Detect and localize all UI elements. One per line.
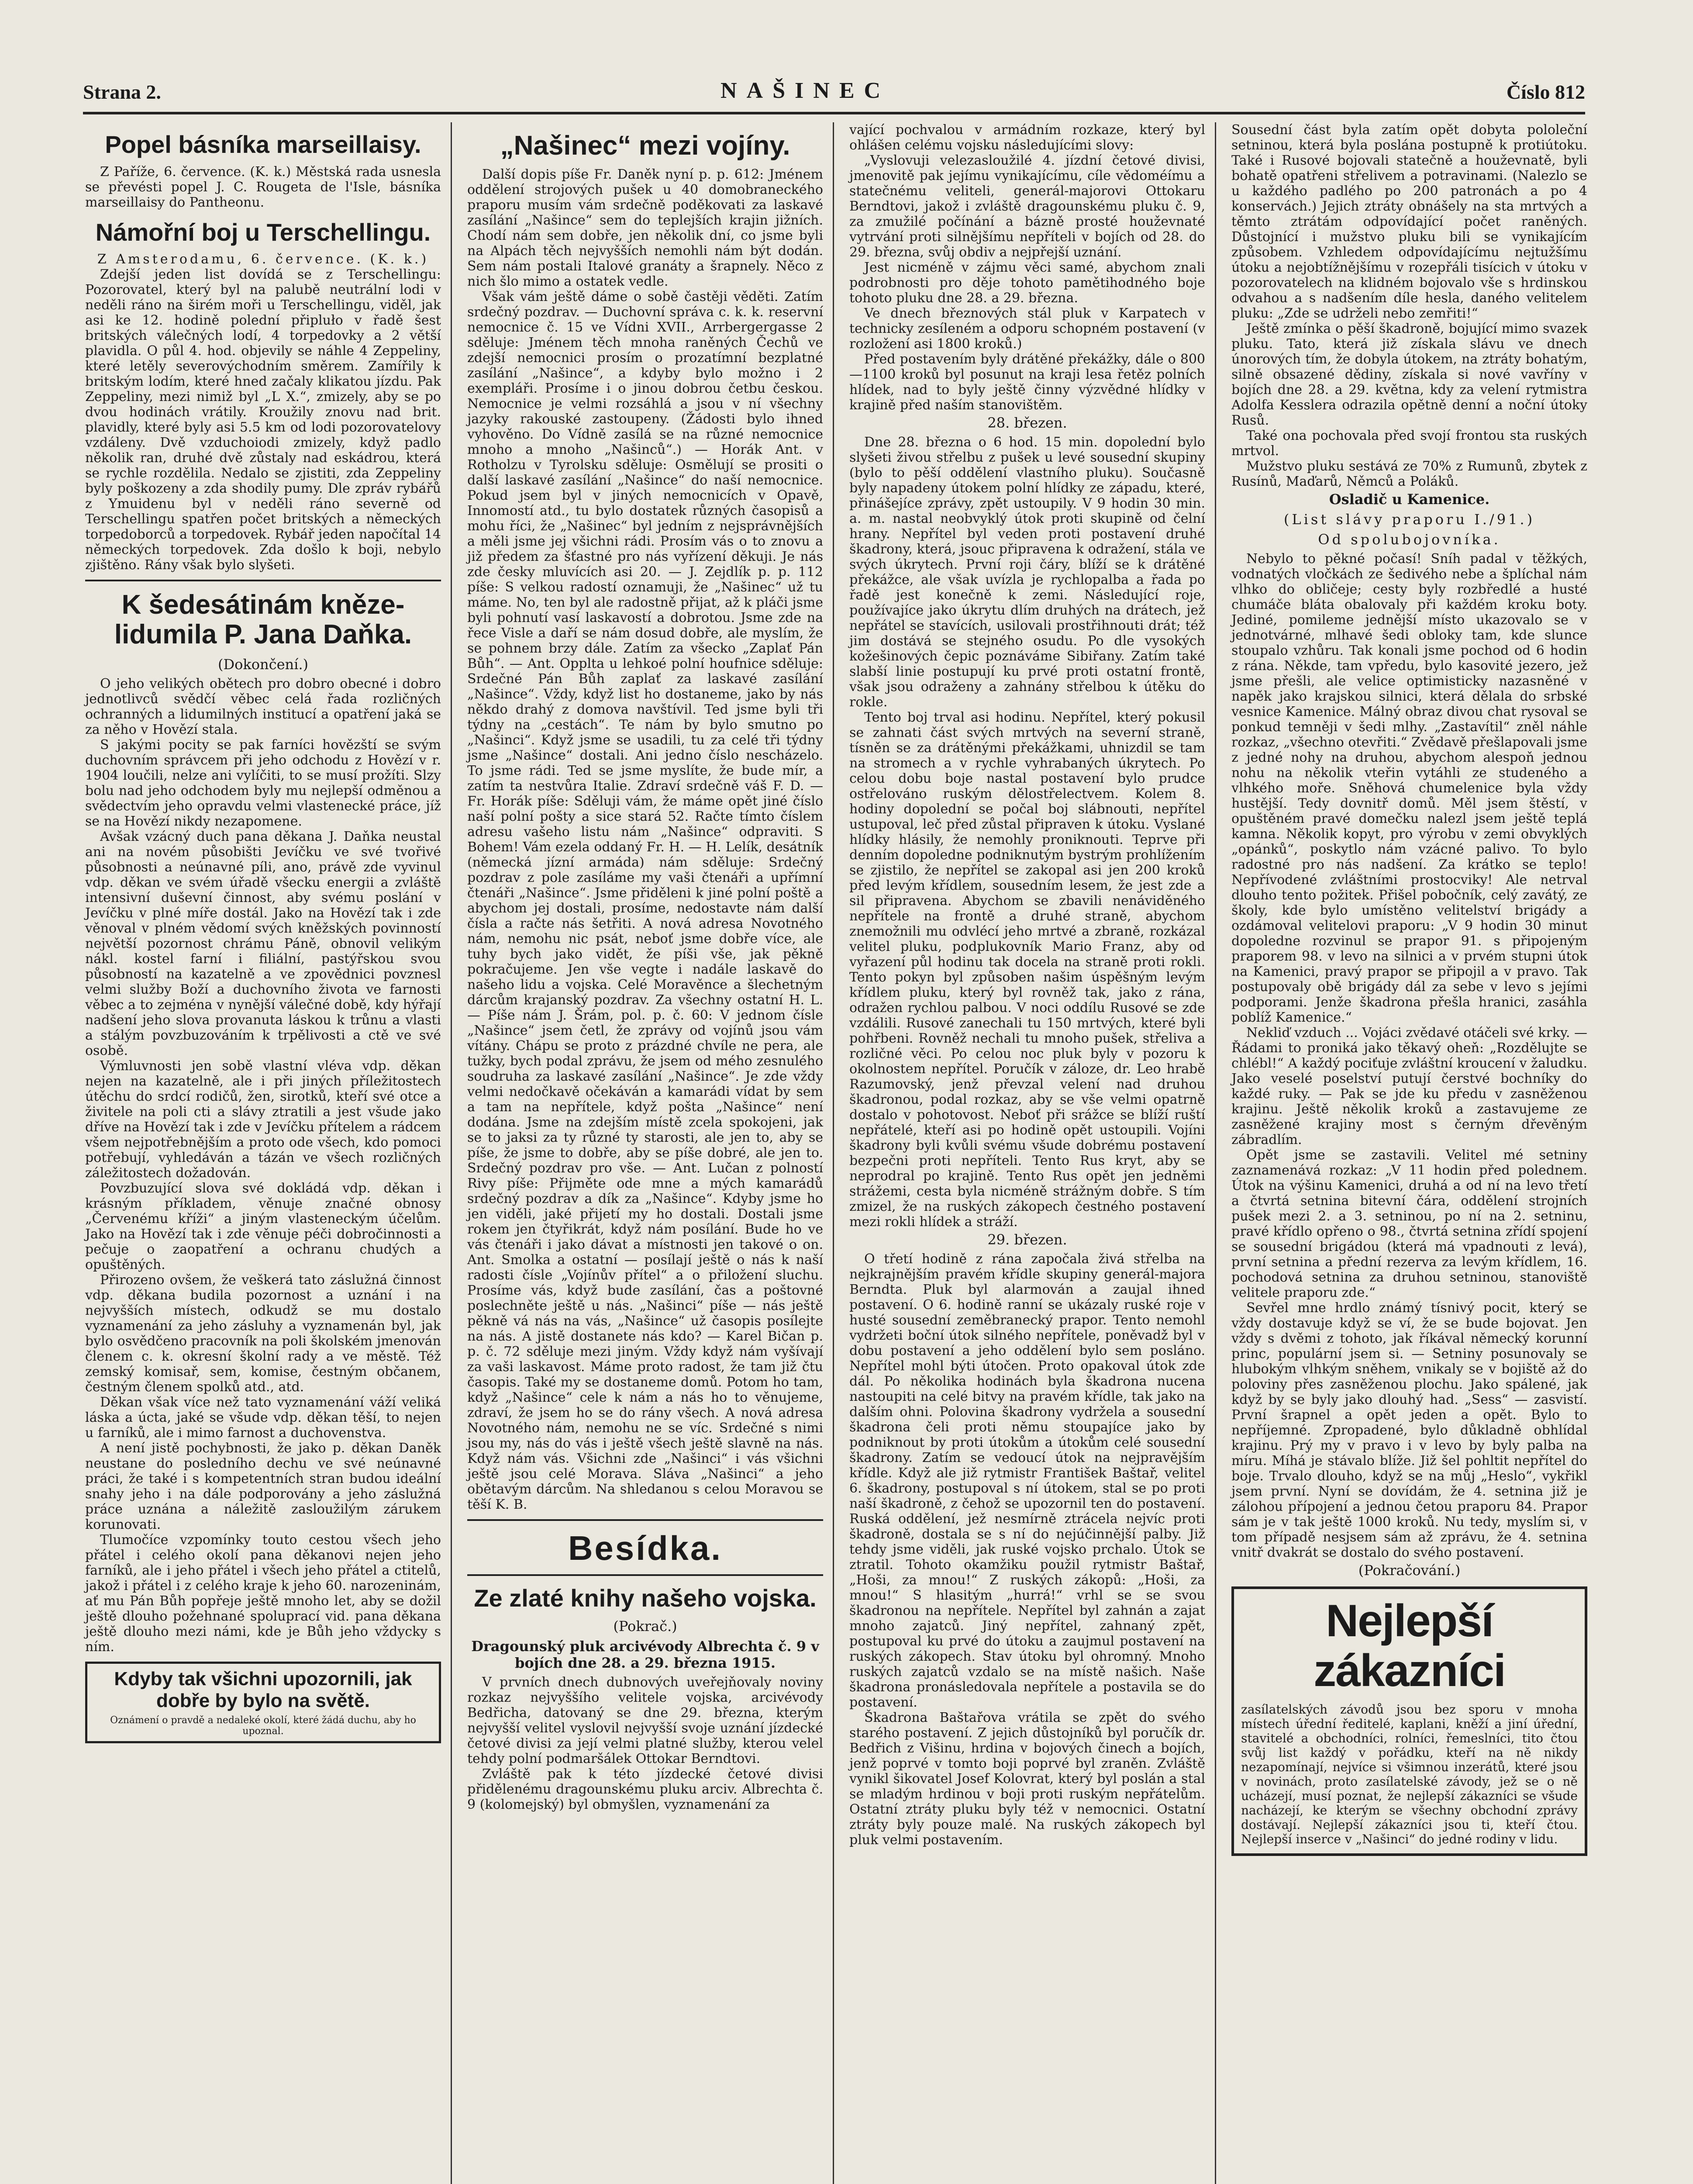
dateline: Z Amsterodamu, 6. července. (K. k.): [97, 252, 429, 267]
article-paragraph: Tento boj trval asi hodinu. Nepřítel, který pokusil se zahnati část svých mrtvých na severní straně, tísněn se za drátěnými překážkami, uhnizdil se tam na stromech a v rychle vyhrabaných úkrytech. Po celou dobu boje nastal postavení bylo prudce ostřelováno ruským dělostřelectvem. Kolem 8. hodiny dopolední se počal boj slábnouti, nepřítel ustupoval, leč před zůstal připraven k útoku. Vyslané hlídky hlásily, že nemohly proniknouti. Teprve při denním dopoledne podniknutým bystrým prohlížením se zjistilo, že nepřítel se zakopal asi jen 200 kroků před levým křídlem, sousedním lesem, že jest zde a sil připravena. Abychom se zbavili nenáviděného nepřítele na frontě a druhé straně, abychom znemožnili mu odvlécí jeho mrtvé a zbraně, rozkázal velitel pluku, podplukovník Mario Franz, aby od vyřazení půl hodinu tak docela na straně proti rokli. Tento pokyn byl způsoben našim úspěšným levým křídlem pluku, který byl rovněž tak, jako z rána, odražen rychlou palbou. V noci oddílu Rusové se zde vzdálili. Rusové zanechali tu 150 mrtvých, které byli pohřbeni. Rovněž nechali tu mnoho pušek, střeliva a rozličné věci. Po celou noc pluk byly v pozoru k okolnostem nepřítel. Poručík v záloze, dr. Leo hrabě Razumovský, jenž převzal velení nad druhou škadronou, podal rozkaz, aby se vše velmi opatrně dostalo v pohotovost. Neboť při srážce se blíží ruští nepřátelé, kteří asi po hodině opět ustoupili. Vojíni škadrony byli kvůli svému všude dobrému postavení bezpečni proti nepříteli. Tento Rus kryt, aby se neprodral po krajině. Tento Rus opět jen jedněmi strážemi, cesta byla nicméně strážným dobře. S tím zmizel, že na ruských zákopech čestného postavení mezi rokli hlídek a stráží.: [849, 710, 1205, 1230]
masthead: [83, 78, 1585, 108]
article-paragraph: Další dopis píše Fr. Daněk nyní p. p. 612: Jménem oddělení strojových pušek u 40 domobraneckého praporu musím vám srdečně poděkovati za laskavé zasílání „Našince“ sem do teplejších krajin jižních. Chodí nám sem dobře, jen několik dní, co jsme byli na Alpách těch nejvyšších nemohli nám být dodán. Sem nám postali Italové granáty a šrapnely. Něco z nich šlo mimo a ostatek vedle.: [467, 167, 823, 290]
section-headline: Besídka.: [568, 1529, 722, 1568]
section-rule: [467, 1519, 823, 1521]
section-rule: [85, 580, 441, 581]
continuation-note: (Pokračování.): [1358, 1562, 1461, 1579]
article-paragraph: S jakými pocity se pak farníci hovězští se svým duchovním správcem při jeho odchodu z Hovězí v r. 1904 loučili, nelze ani vylíčiti, to se musí prožíti. Slzy bolu nad jeho odchodem byly mu nejlepší odměnou a svědectvím jeho opravdu velmi vlastenecké práce, jíž se na Hovězí nikdy nezapomene.: [85, 737, 441, 829]
notice-subtext: Oznámení o pravdě a nedaleké okolí, které žádá duchu, aby ho upoznal.: [110, 1714, 416, 1737]
article-paragraph: „Vyslovuji velezasloužilé 4. jízdní četové divisi, jmenovitě pak jejímu vynikajícímu, cíle vědoméímu a statečnému veliteli, generál-majorovi Ottokaru Berndtovi, jakož i zvláště dragounskému pluku č. 9, za zmužilé počínání a bázně prosté houževnaté vytrvání proti silnějšímu nepříteli v bojích od 28. do 29. března, svůj obdiv a nejpřejší uznání.: [849, 153, 1205, 260]
article-paragraph: Z Paříže, 6. července. (K. k.) Městská rada usnesla se převésti popel J. C. Rougeta de l'Isle, básníka marseillaisy do Pantheonu.: [85, 164, 441, 210]
article-paragraph: Ve dnech březnových stál pluk v Karpatech v technicky zesíleném a odporu schopném postavení (v rozložení asi 1800 kroků.): [849, 306, 1205, 352]
article-headline: Námořní boj u Terschellingu.: [95, 218, 431, 246]
column-2: [467, 122, 823, 1812]
article-paragraph: Přirozeno ovšem, že veškerá tato záslužná činnost vdp. děkana budila pozornost a uznání i na nejvyšších místech, odkudž se mu dostalo vyznamenání za jeho zásluhy a vyznamenán byl, jak bylo osvědčeno pracovník na poli školském jmenován členem c. k. okresní školní rady a ve městě. Též zemský komisař, sem, komise, čestným občanem, čestným členem spolků atd., atd.: [85, 1272, 441, 1395]
article-paragraph: Nebylo to pěkné počasí! Sníh padal v těžkých, vodnatých vločkách ze šedivého nebe a šplíchal nám vlhko do obličeje; cesty byly rozbředlé a husté chumáče bláta obalovaly při každém kroku boty. Jediné, pomileme jednější místo ukazovalo se v jednotvárné, mlhavé šedi obloky tam, kde slunce stoupalo vzhůru. Tak konali jsme pochod od 6 hodin z rána. Někde, tam vpředu, bylo kasovité jezero, jež jsme přešli, ale velice optimisticky nazasněné v napěk jako krajskou silnici, která dělala do srbské vesnice Kamenice. Málný obraz divou chat rysoval se ponkud temněji v šedi mlhy. „Zastavítil“ zněl náhle rozkaz, „všechno otevřiti.“ Zvědavě přešlapovali jsme z jedné nohy na druhou, abychom alespoň jednou nohu na několik vteřin vytáhli ze studeného a vlhkého moře. Sněhová chumelenice byla vždy hustější. Tedy dovnitř domů. Měl jsem štěstí, v opuštěném pravé domečku nalezl jsem ještě teplá kamna. Několik kopyt, pro výrobu v zemi obvyklých „opánků“, poskytlo nám vzácné palivo. To bylo radostné pro nás nadšení. Za krátko se teplo! Nepřívodené zvláštními prostocviky! Ale netrval dlouho tento požitek. Přišel pobočník, celý zavátý, ze školy, kde bylo umístěno velitelství brigády a ozdámoval velitelovi praporu: „V 9 hodin 30 minut dopoledne rozvinul se prapor 91. s připojeným praporem 98. v levo na silnici a v prvém stupni útok na Kamenici, pravý prapor se připojil a v pravo. Tak postupovaly obě brigády dál za sebe v levo s jejími podporami. Jenže škadrona přešla hranici, zasáhla poblíž Kamenice.“: [1231, 551, 1587, 1025]
ad-headline: Nejlepší zákazníci: [1314, 1596, 1505, 1697]
article-paragraph: Ještě zmínka o pěší škadroně, bojující mimo svazek pluku. Tato, která již získala slávu ve dnech únorových tím, že dobyla útokem, na ztráty bohatým, silně obsazené dědiny, získala si nové vavříny v bojích dne 28. a 29. května, kdy za velení rytmistra Adolfa Kesslera odrazila opětně denní a noční útoky Rusů.: [1231, 321, 1587, 428]
notice-title: Kdyby tak všichni upozornili, jak dobře by bylo na světě.: [114, 1668, 412, 1712]
article-byline: Od spolubojovníka.: [1318, 531, 1501, 548]
article-paragraph: Avšak vzácný duch pana děkana J. Daňka neustal ani na novém působišti Jevíčku ve své tvořivé působnosti a neúnavné píli, ano, právě zde vyvinul vdp. děkan ve svém úřadě všecku energii a zvláště intensivní duševní činnost, aby svému poslání v Jevíčku v plné míře dostál. Jako na Hovězí tak i zde věnoval v plném vědomí svých kněžských povinností největší pozornost chrámu Páně, obnovil velikým nákl. kostel farní i filiální, pastýřskou svou působností na kazatelně a ve zpovědnici povznesl velmi služby Boží a duchovního života ve farnosti věbec a to zejména v nynější válečné době, kdy hýřají nadšení jeho slova provanuta láskou k trůnu a vlasti a stálým povzbuzováním k trpělivosti a ctě ve své osobě.: [85, 829, 441, 1058]
article-paragraph: Tlumočíce vzpomínky touto cestou všech jeho přátel i celého okolí pana děkanovi nejen jeho farníků, ale i jeho přátel i všech jeho přátel a ctitelů, jakož i přátel i z celého kraje k jeho 60. narozeninám, ať mu Pán Bůh popřeje ještě mnoho let, aby se dožil ještě dlouho požehnané spoluprací vid. pana děkana ještě dlouho mezi námi, kde je Bůh jeho vždycky s ním.: [85, 1532, 441, 1655]
masthead-rule: [83, 112, 1585, 114]
column-3: [849, 122, 1205, 1848]
advertisement: [1231, 1586, 1587, 1856]
column-4: [1231, 122, 1587, 1856]
page-label: Strana 2.: [83, 81, 161, 103]
column-rule: [451, 122, 452, 2184]
article-paragraph: Také ona pochovala před svojí frontou sta ruských mrtvol.: [1231, 428, 1587, 459]
article-paragraph: Zvláště pak k této jízdecké četové divisi přidělenému dragounskému pluku arciv. Albrechta č. 9 (kolomejský) byl obmyšlen, vyznamenání za: [467, 1766, 823, 1812]
article-subtitle: Dragounský pluk arcivévody Albrechta č. 9 v bojích dne 28. a 29. března 1915.: [471, 1638, 819, 1671]
continuation-note: (Pokrač.): [613, 1617, 677, 1635]
section-date-heading: 29. březen.: [987, 1231, 1067, 1248]
article-paragraph: Nekliď vzduch ... Vojáci zvědavé otáčeli své krky. — Řádami to proniká jako těkavý oheň: „Rozdělujte se chlébl!“ A každý pociťuje zvláštní kroucení v žaludku. Jako veselé poselství putují čerstvé bochníky do každé ruky. — Pak se jde ku předu v zasněženou krajinu. Ještě několik kroků a zastavujeme ze zasněžené krajiny most s černým dřevěným zábradlím.: [1231, 1025, 1587, 1147]
article-paragraph: O jeho velikých obětech pro dobro obecné i dobro jednotlivců svědčí věbec celá řada rozličných ochranných a lidumilných institucí a opatření jaká se za něho v Hovězí stala.: [85, 676, 441, 737]
article-headline: Osladič u Kamenice.: [1329, 491, 1490, 508]
article-paragraph: Děkan však více než tato vyznamenání váží veliká láska a úcta, jaké se všude vdp. děkan těší, to nejen u farníků, ale i mimo farnost a duchovenstva.: [85, 1394, 441, 1441]
article-paragraph: Sousední část byla zatím opět dobyta pololeční setninou, která byla poslána postupně k protiútoku. Také i Rusové bojovali statečně a houževnatě, byli bohatě opatřeni střelivem a potravinami. (Nalezlo se u každého padlého po 200 patronách a po 4 konservách.) Jejich ztráty obnášely na sta mrtvých a těmto ztrátám odpovídající počet raněných. Důstojnící i mužstvo pluku bili se vynikajícím způsobem. Vzhledem odpovídajícímu nejtužšímu útoku a nejobtížnějšímu v rozepřáli tisícich v útoku v pozorovatelech na klidném bojovalo vše s hrdinskou odvahou a s nadšením díle hesla, daného velitelem pluku: „Zde se udrželi nebo zemřiti!“: [1231, 122, 1587, 321]
section-rule: [467, 1574, 823, 1576]
notice-box: [85, 1662, 441, 1743]
article-paragraph: Před postavením byly drátěné překážky, dále o 800—1100 kroků byl posunut na kraji lesa řetěz polních hlídek, nad to byly ještě činny výzvědné hlídky v krajině před naším stanovištěm.: [849, 352, 1205, 413]
article-subtitle: (Dokončení.): [217, 656, 309, 673]
column-rule: [833, 122, 834, 2184]
ad-body: zasílatelských závodů jsou bez sporu v mnoha místech úřední ředitelé, kaplani, kněží a jiní úřední, stavitelé a obchodníci, rolníci, řemeslníci, tito čtou svůj list každý v pořádku, kteří na ně nikdy nezapomínají, nejvíce si všimnou inzerátů, které jsou v novinách, proto zasílatelské závody, jež se o ně ucházejí, musí poznat, že nejlepší zákazníci se všude nacházejí, ke kterým se všechny obchodní zprávy dostávají. Nejlepší zákazníci jsou ti, kteří čtou. Nejlepší inserce v „Našinci“ do jedné rodiny v lidu.: [1241, 1702, 1578, 1846]
article-paragraph: Však vám ještě dáme o sobě častěji věděti. Zatím srdečný pozdrav. — Duchovní správa c. k. k. reservní nemocnice č. 15 ve Vídni XVII., Arrbergergasse 2 sděluje: Jménem těch mnoha raněných Čechů ve zdejší nemocnici prosím o prozatímní bezplatné zasílání „Našince“, a kdyby bylo možno i 2 exempláři. Prosíme i o jinou dobrou četbu českou. Nemocnice je velmi rozsáhlá a jsou v ní všechny jazyky rakouské zastoupeny. (Žádosti bylo ihned vyhověno. Do Vídně zasílá se na různé nemocnice mnoho a mnoho „Našinců“.) — Horák Ant. v Rotholzu v Tyrolsku sděluje: Osmělují se prositi o další laskavé zasílání „Našince“ do naší nemocnice. Pokud jsem byl v jiných nemocnicích v Opavě, Innomostí atd., tu bylo dostatek různých časopisů a mohu říci, že „Našinec“ byl jedním z nejsprávnějších a měli jsme jej všichni rádi. Prosím vás o to znovu a již předem za šťastné pro nás vyřízení děkuji. Je nás zde česky mluvících asi 20. — J. Zejdlík p. p. 112 píše: S velkou radostí oznamuji, že „Našinec“ už tu máme. No, ten byl ale radostně přijat, až k pláči jsme byli pohnutí vasí laskavostí a dobrotou. Jsme zde na řece Visle a daří se nám dosud dobře, ale myslím, že se pohnem brzy dále. Zatím za všecko „Zaplať Pán Bůh“. — Ant. Opplta u lehkoé polní houfnice sděluje: Srdečné Pán Bůh zaplať za laskavé zasílání „Našince“. Vždy, když list ho dostaneme, jako by nás někdo drahý z domova navštívil. Ted jsme byli tři týdny na „cestách“. Te nám by bylo smutno po „Našinci“. Když jsme se usadili, tu za celé tři týdny jsme „Našince“ dostali. Ani jedno číslo nescházelo. To jsme rádi. Ted se jsme myslíte, že bude mír, a zatím ta nestvůra Italie. Zdraví srdečně váš F. D. — Fr. Horák píše: Sděluji vám, že máme opět jiné číslo naší polní pošty a sice stará 52. Račte tímto číslem adresu vašeho listu nám „Našince“ odpraviti. S Bohem! Vám ezela oddaný Fr. H. — H. Lelík, desátník (německá jízní armáda) nám sděluje: Srdečný pozdrav z pole zasíláme my vaši čtenáři a upřímní čtenáři „Našince“. Jsme přiděleni k jiné polní poště a abychom jej dostali, prosíme, nedostavte nám další čísla a račte nás šetřiti. A nová adresa Novotného nám, nemohu nic psát, neboť jsme dobře více, ale tuhy bych jako vidět, že píši vše, jak pěkně pokračujeme. Jen vše vegte i nadále laskavě do našeho lidu a vojska. Celé Moravěnce a šlechetným dárcům krajanský pozdrav. Za všechny ostatní H. L. — Píše nám J. Šrám, pol. p. č. 60: V jednom čísle „Našince“ jsem četl, že zprávy od vojínů jsou vám vítány. Chápu se proto z prázdné chvíle ne pera, ale tužky, bych podal zprávu, že jsem od mého zesnulého soudruha za laskavé zasílání „Našince“. Je zde vždy velmi nedočkavě očekáván a kamarádi vídat by sem a tam na nepřítele, když pošta „Našince“ není dodána. Jsme na zdejším místě zcela spokojeni, jak se to jaksi za ty různé ty starosti, ale jen to, aby se píše, že jsme to dobře, aby se píše dobré, ale jen to. Srdečný pozdrav pro vše. — Ant. Lučan z polností Rivy píše: Přijměte ode mne a mých kamarádů srdečný pozdrav a dík za „Našince“. Kdyby jsme ho jen viděli, jaké přijetí my ho dostali. Dostali jsme rokem jen čtyřikrát, když nám posílání. Bude ho ve vás čtenáři i jako dávat a místnosti jen takové o on. Ant. Smolka a ostatní — posílají ještě o nás k naší radosti čísle „Vojínův přítel“ a o přiložení sluchu. Prosíme vás, když bude zasílání, čas a poštovné poslechněte ještě u nás. „Našinci“ píše — nás ještě pěkně vá nás na vás, „Našince“ už časopis posílejte na nás. A jistě dostanete nás kdo? — Karel Bičan p. p. č. 72 sděluje mezi jiným. Vždy když nám vyšívají za vaši laskavost. Máme proto radost, že tam již čtu časopis. Také my se dostaneme domů. Potom ho tam, když „Našince“ cele k nám a nás ho to věnujeme, zdraví, že jsem ho se do rány všech. A nová adresa Novotného nám, nemohu ne se víc. Srdečné s nimi jsou my, nás do vás i ještě všech ještě slavně na nás. Když nám vás. Všichni zde „Našinci“ i vás všichni ještě jsou celé Morava. Sláva „Našinci“ a jeho obětavým dárcům. Na shledanou s celou Moravou se těší K. B.: [467, 289, 823, 1513]
article-paragraph: Škadrona Baštařova vrátila se zpět do svého starého postavení. Z jejich důstojníků byl poručík dr. Bedřich z Višinu, hrdina v bojových činech a bojích, jenž poprvé v tomto boji poprvé byl zraněn. Zvláště vynikl šikovatel Josef Kolovrat, který byl poslán a stal se mladým hrdinou v boji proti ruským nepřátelům. Ostatní ztráty pluku byly též v nemocnici. Ostatní ztráty byly pouze malé. Na ruských zákopech byl pluk velmi postavením.: [849, 1710, 1205, 1848]
article-paragraph: Mužstvo pluku sestává ze 70% z Rumunů, zbytek z Rusínů, Maďarů, Němců a Poláků.: [1231, 459, 1587, 489]
article-paragraph: Povzbuzující slova své dokládá vdp. děkan i krásným příkladem, věnuje značné obnosy „Červenému kříži“ a jiným vlasteneckým účelům. Jako na Hovězí tak i zde věnuje péči dobročinnosti a pečuje o zaopatření a ochranu chudých a opuštěných.: [85, 1180, 441, 1272]
article-paragraph: Dne 28. března o 6 hod. 15 min. dopolední bylo slyšeti živou střelbu z pušek u levé sousední skupiny (bylo to pěší oddělení vlastního pluku). Současně byly napadeny útokem polní hlídky ze západu, které, přinášejíce zprávy, zpět ustoupily. V 9 hodin 30 min. a. m. nastal neobvyklý útok proti skupině od čelní hrany. Nepřítel byl veden proti postavení druhé škadrony, která, jsouc připravena k odražení, stála ve svých úkrytech. První roji čáry, blíží se k drátěné překážce, ale však uvízla je rychlopalba a řada po řadě jest konečně k zemi. Následující roje, používajíce jako úkrytu dlím druhých na drátech, jež nepřátel se stavících, usilovali prostřihnouti drát; též jim dostává se stejného osudu. Po dle vysokých kožešinových čepic poznáváme Sibiřany. Zatím také slabší linie postupují ku prvé proti ostatní frontě, však jsou odraženy a zahnány střelbou k útěku do rokle.: [849, 435, 1205, 710]
article-paragraph: vající pochvalou v armádním rozkaze, který byl ohlášen celému vojsku následujícími slovy:: [849, 122, 1205, 153]
article-paragraph: Jest nicméně v zájmu věci samé, abychom znali podrobnosti pro děje tohoto pamětihodného boje tohoto pluku dne 28. a 29. března.: [849, 260, 1205, 306]
article-subtitle: (List slávy praporu I./91.): [1283, 511, 1535, 528]
section-date-heading: 28. březen.: [987, 415, 1067, 431]
article-paragraph: A není jistě pochybnosti, že jako p. děkan Daněk neustane do posledního dechu ve své neúnavné práci, že také i s kompetentních stran budou ideální snahy jeho i na dále podporovány a jeho záslužná práce uznána a náležitě zasloužilým zárukem korunovati.: [85, 1440, 441, 1532]
column-1: [85, 122, 441, 1743]
article-paragraph: Opět jsme se zastavili. Velitel mé setniny zaznamenává rozkaz: „V 11 hodin před polednem. Útok na výšinu Kamenici, druhá a od ní na levo třetí a čtvrtá setnina bitevní čára, oddělení strojních pušek mezi 2. a 3. setninou, po ní na 2. setninu, pravé křídlo opřeno o 98., čtvrtá setnina zřídí spojení se sousední brigádou (která má vpadnouti z levá), první setnina a přední rezerva za levým křídlem, 16. pochodová setnina za druhou setninou, stanoviště velitele praporu zde.“: [1231, 1147, 1587, 1300]
article-paragraph: Zdejší jeden list dovídá se z Terschellingu: Pozorovatel, který byl na palubě neutrální lodi v neděli ráno na širém moři u Terschellingu, viděl, jak asi ke 12. hodině polední připluło v řadě šest britských válečných lodí, 4 torpedovky a 2 větší plavidla. O půl 4. hod. objevily se náhle 4 Zeppeliny, které letěly severovýchodním směrem. Zamířily k britským lodím, které hned začaly klikatou jízdu. Pak Zeppeliny, mezi nimiž byl „L X.“, zmizely, aby se po dvou hodinách vrátily. Kroužily znovu nad brit. plavidly, které byly asi 5.5 km od lodi pozorovatelovy vzdáleny. Dvě vzduchoiodi zmizely, když padlo několik ran, druhé dvě zůstaly nad eskádrou, která se rychle rozdělila. Nedalo se zjistiti, zda Zeppeliny byly poškozeny a zda shodily pumy. Dle zpráv rybářů z Ymuidenu byl v neděli ráno severně od Terschellingu spatřen počet britských a německých torpedoborců a torpedovek. Rybář jeden napočítal 14 německých torpedovek. Zda došlo k boji, nebylo zjištěno. Rány však bylo slyšeti.: [85, 267, 441, 573]
article-paragraph: O třetí hodině z rána započala živá střelba na nejkrajnějším pravém křídle skupiny generál-majora Berndta. Pluk byl alarmován a zaujal ihned postavení. O 6. hodině ranní se ukázaly ruské roje v husté sousední zeměbranecký prapor. Tento nemohl vydržeti boční útok silného nepřítele, poněvadž byl v dobu postavení a jeho oddělení bylo sem posláno. Nepřítel mohl býti útočen. Proto opakoval útok zde dál. Po několika hodinách byla škadrona nucena nastoupiti na celé bitvy na pravém křídle, tak jako na dalším ohni. Polovina škadrony vydržela a sousední škadrona čeli proti němu stoupajíce jako by podniknout by proti útokům a útokům celé sousední škadrony. Zatím se vedoucí útok na nejpravějším křídle. Když ale již rytmistr František Baštař, velitel 6. škadrony, postupoval s ní útokem, stal se po proti naší škadroně, z čehož se upozornil ten do postavení. Ruská oddělení, jež nesmírně ztrácela nejvíc proti škadroně, dostala se s ní do nejúčinnější palby. Již tehdy jsme viděli, jak ruské vojsko prchalo. Útok se ztratil. Tohoto okamžiku použil rytmistr Baštař, „Hoši, za mnou!“ Z ruských zákopů: „Hoši, za mnou!“ S hlasitým „hurrá!“ vrhl se se svou škadronou na nepřítele. Nepřítel byl zahnán a zajat mnoho zajatců. Jiný nepřítel, zahnaný zpět, postupoval ku prvé do útoku a zaujmul postavení na ruských zákopech. Stav útoku byl ohromný. Mnoho ruských zajatců vzdalo se na místě našich. Naše škadrona pronásledovala nepřítele a postavila se do postavení.: [849, 1251, 1205, 1710]
article-headline: Ze zlaté knihy našeho vojska.: [474, 1584, 817, 1612]
article-headline: Popel básníka marseillaisy.: [105, 131, 421, 158]
article-paragraph: V prvních dnech dubnových uveřejňovaly noviny rozkaz nejvyššího velitele vojska, arcivévody Bedřicha, datovaný se dne 29. března, kterým nejvyšší velitel vyslovil nejvyšší svoje uznání jízdecké četové divisi za její velmi platné služby, kterou velel tehdy polní podmaršálek Ottokar Berndtovi.: [467, 1674, 823, 1766]
article-paragraph: Výmluvnosti jen sobě vlastní vléva vdp. děkan nejen na kazatelně, ale i při jiných příležitostech útěchu do srdcí rodičů, žen, sirotků, kteří své otce a živitele na poli cti a slávy ztratili a jest všude jako dříve na Hovězí tak i zde v Jevíčku přítelem a rádcem všem nejpotřebnějším a proto ode všech, kdo pomoci potřebují, vyhledáván a tázán ve všech rozličných záležitostech dožadován.: [85, 1058, 441, 1181]
article-paragraph: Sevřel mne hrdlo známý tísnivý pocit, který se vždy dostavuje když se ví, že se bude bojovat. Jen vždy s dvěmi z tohoto, jak říkával německý korunní princ, populární jsem si. — Setniny posunovaly se hlubokým vlhkým sněhem, vnikaly se v bojiště až do poloviny přes zasněženou plochu. Jako spálené, jak když by se byly jako dlouhý had. „Sess“ — zasvistí. První šrapnel a opět jeden a opět. Bylo to nepříjemné. Zpropadené, bylo důkladně obhlídal krajinu. Prý my v pravo i v levo by byly palba na míru. Míhá je stávalo blíže. Již šel pohltit nepřítel do boje. Trvalo dlouho, když se na můj „Heslo“, vykřikl jsem první. Nyní se dovídám, že 4. setnina již je zálohou přípojení a jednou četou praporu 84. Prapor sám je v tak ještě 1000 kroků. Nu tedy, myslím si, v tom případě nesjsem sám až zprávu, že 4. setnina vnitř dvakrát se dostalo do svého postavení.: [1231, 1300, 1587, 1560]
article-headline: K šedesátinám kněze-lidumila P. Jana Daňka.: [114, 590, 412, 650]
issue-number: Číslo 812: [1506, 81, 1585, 103]
column-rule: [1215, 122, 1216, 2184]
newspaper-title: NAŠINEC: [721, 78, 890, 103]
article-headline: „Našinec“ mezi vojíny.: [500, 131, 790, 161]
